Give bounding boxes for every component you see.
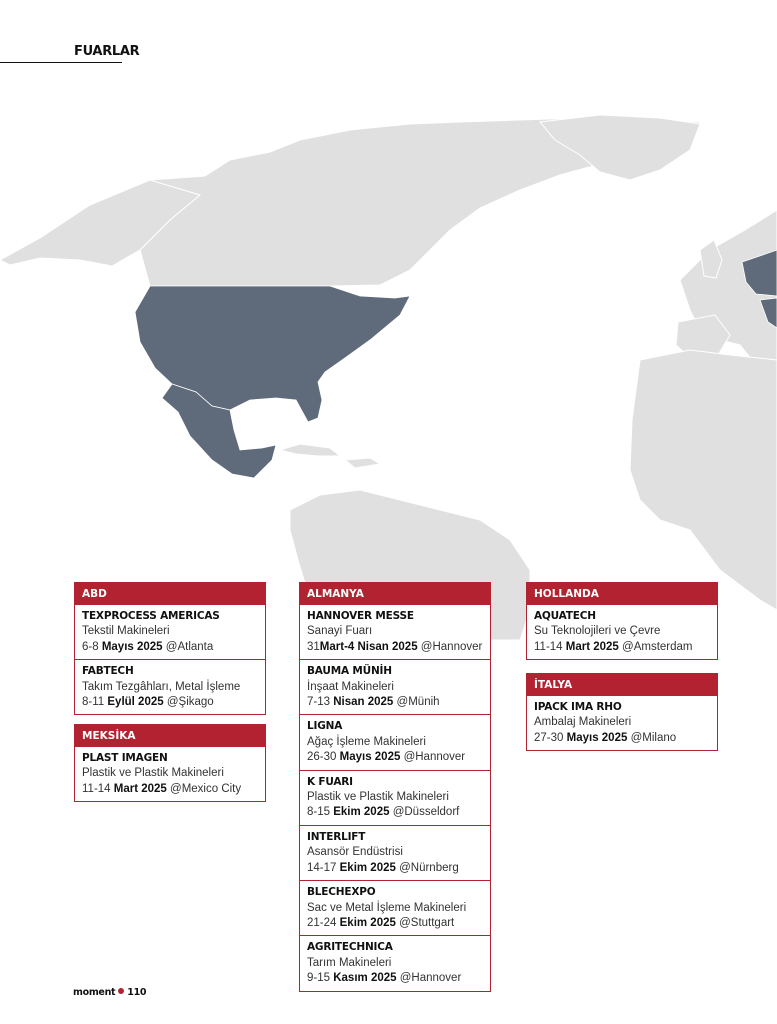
event-entry [300,825,490,880]
page-number: 110 [127,987,147,998]
separator-dot-icon [118,988,124,994]
region-header: HOLLANDA [527,583,717,605]
map-land-hispaniola [345,458,380,468]
event-entry [300,770,490,825]
event-name: LIGNA [307,720,343,733]
event-date: 11-14 Mart 2025 @Amsterdam [534,640,693,653]
event-name: AGRITECHNICA [307,941,393,954]
event-name: HANNOVER MESSE [307,610,414,622]
world-map [0,100,777,640]
event-entry [527,696,717,750]
event-date: 8-15 Ekim 2025 @Düsseldorf [307,806,460,819]
event-date: 7-13 Nisan 2025 @Münih [307,696,440,709]
region-header: ALMANYA [300,583,490,605]
region-card-hollanda [526,582,718,660]
event-desc: Sanayi Fuarı [307,625,373,638]
page-footer [73,987,146,998]
event-date: 27-30 Mayıs 2025 @Milano [534,731,677,744]
event-desc: Plastik ve Plastik Makineleri [307,791,449,804]
event-date: 8-11 Eylül 2025 @Şikago [82,696,214,709]
event-entry [300,935,490,990]
brand-logo: moment [73,987,116,998]
region-card-italya [526,673,718,751]
event-name: INTERLIFT [307,830,366,843]
event-desc: Tekstil Makineleri [82,625,170,638]
region-header: İTALYA [527,674,717,696]
event-entry [300,605,490,659]
event-entry [300,880,490,935]
event-desc: Su Teknolojileri ve Çevre [534,625,661,638]
event-desc: Ambalaj Makineleri [534,716,632,729]
event-desc: Asansör Endüstrisi [307,846,403,859]
event-name: PLAST IMAGEN [82,752,168,764]
event-date: 9-15 Kasım 2025 @Hannover [307,972,462,985]
event-entry [300,714,490,769]
event-date: 14-17 Ekim 2025 @Nürnberg [307,861,459,874]
region-card-meksika [74,724,266,802]
map-land-cuba [280,444,340,456]
event-entry [300,659,490,714]
section-title: FUARLAR [74,44,140,59]
event-desc: Sac ve Metal İşleme Makineleri [307,901,467,914]
region-card-abd [74,582,266,715]
event-desc: Ağaç İşleme Makineleri [307,735,426,748]
section-header [0,42,140,63]
event-name: BLECHEXPO [307,886,376,899]
event-entry [527,605,717,659]
event-desc: İnşaat Makineleri [307,680,394,693]
event-name: BAUMA MÜNİH [307,665,392,678]
event-name: AQUATECH [534,610,596,622]
event-date: 31Mart-4 Nisan 2025 @Hannover [307,640,483,653]
event-date: 26-30 Mayıs 2025 @Hannover [307,751,466,764]
event-name: K FUARI [307,775,353,788]
event-entry [75,747,265,801]
event-name: FABTECH [82,665,134,678]
event-desc: Takım Tezgâhları, Metal İşleme [82,680,241,693]
region-card-almanya [299,582,491,992]
event-desc: Tarım Makineleri [307,956,392,969]
event-name: TEXPROCESS AMERICAS [82,610,220,622]
event-date: 21-24 Ekim 2025 @Stuttgart [307,916,455,929]
map-land-africa [630,350,777,610]
region-header: MEKSİKA [75,725,265,747]
region-header: ABD [75,583,265,605]
event-entry [75,659,265,714]
event-desc: Plastik ve Plastik Makineleri [82,767,224,780]
event-date: 6-8 Mayıs 2025 @Atlanta [82,640,214,653]
event-date: 11-14 Mart 2025 @Mexico City [82,782,242,795]
event-entry [75,605,265,659]
event-name: IPACK IMA RHO [534,701,622,713]
